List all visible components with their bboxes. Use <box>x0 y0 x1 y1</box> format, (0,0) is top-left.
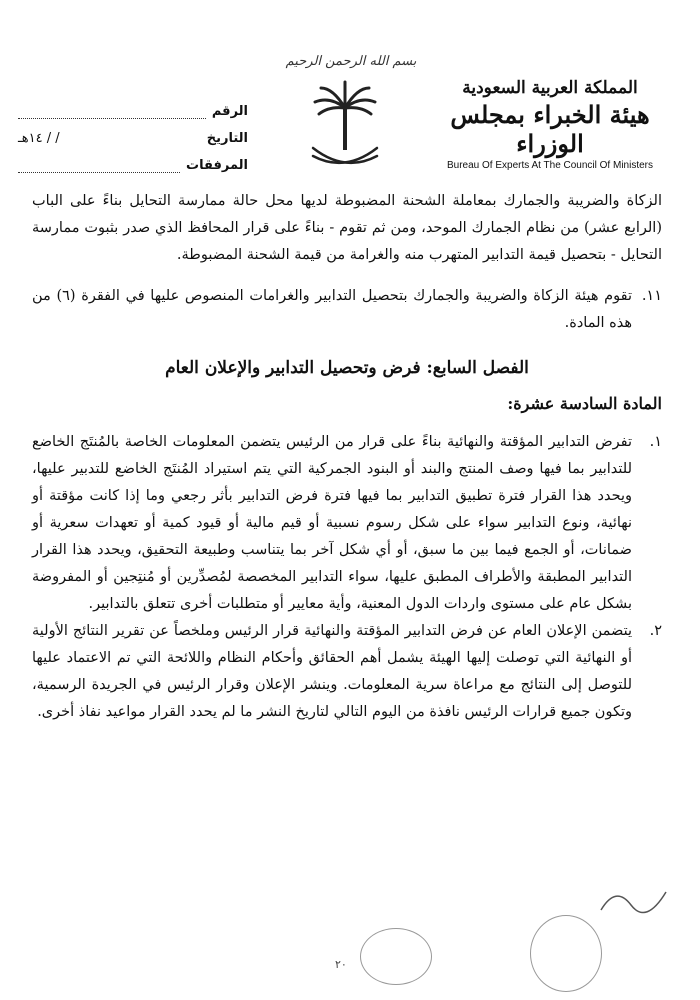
article-title: المادة السادسة عشرة: <box>507 394 662 413</box>
date-value: / / ١٤هـ <box>18 131 60 146</box>
official-seal-icon <box>530 915 602 992</box>
clause-11-text: تقوم هيئة الزكاة والضريبة والجمارك بتحصيل التدابير والغرامات المنصوص عليها في الفقرة (٦) من هذه المادة. <box>32 288 632 331</box>
kingdom-name: المملكة العربية السعودية <box>462 78 638 98</box>
clause-11-number: ١١. <box>641 288 662 304</box>
clause-2 <box>32 618 662 726</box>
clause-1 <box>32 429 662 618</box>
basmala: بسم الله الرحمن الرحيم <box>285 54 417 69</box>
number-line <box>18 104 206 119</box>
signature-icon <box>596 880 676 920</box>
continued-paragraph: الزكاة والضريبة والجمارك بمعاملة الشحنة المضبوطة لديها محل حالة ممارسة التحايل بناءً على الباب (الرابع عشر) من نظام الجمارك الموحد، ومن ثم تقوم - بناءً على قرار المحافظ الذي صدر بثبوت ممارسة التحايل - بتحصيل قيمة التدابير المتهرب منه والغرامة من قيمة الشحنة المضبوطة. <box>32 193 662 263</box>
attachments-row <box>18 146 248 173</box>
saudi-emblem-icon <box>305 78 385 178</box>
official-stamp-icon <box>360 928 432 985</box>
date-label: التاريخ <box>206 131 248 146</box>
bureau-name-arabic: هيئة الخبراء بمجلس الوزراء <box>450 100 650 158</box>
attachments-line <box>18 158 180 173</box>
attachments-label: المرفقات <box>186 158 248 173</box>
ministry-heading <box>440 78 660 171</box>
page-number: ٢٠ <box>335 958 347 971</box>
date-line <box>66 132 201 146</box>
chapter-title: الفصل السابع: فرض وتحصيل التدابير والإعلان العام <box>165 358 529 378</box>
clause-1-number: ١. <box>649 434 662 450</box>
clause-11 <box>32 283 662 337</box>
number-label: الرقم <box>211 104 248 119</box>
clause-2-number: ٢. <box>649 623 662 639</box>
bureau-name-english: Bureau Of Experts At The Council Of Ministers <box>446 160 653 171</box>
clause-2-text: يتضمن الإعلان العام عن فرض التدابير المؤقتة والنهائية قرار الرئيس وملخصاً عن تقرير النتائج الأولية أو النهائية التي توصلت إليها الهيئة يشمل أهم الحقائق وأحكام النظام واللائحة التي تم الاعتماد عليها للتوصل إلى النتائج مع مراعاة سرية المعلومات. وينشر الإعلان وقرار الرئيس في الجريدة الرسمية، وتكون جميع قرارات الرئيس نافذة من اليوم التالي لتاريخ النشر ما لم يحدد القرار مواعيد نفاذ أخرى. <box>32 623 632 720</box>
document-body <box>32 188 662 726</box>
clause-1-text: تفرض التدابير المؤقتة والنهائية بناءً على قرار من الرئيس يتضمن المعلومات الخاصة بالمُنتَج الخاضع للتدابير بما فيها وصف المنتج والبند أو البنود الجمركية التي يتم استيراد المُنتَج الخاضع للتدبير عليها، ويحدد هذا القرار فترة تطبيق التدابير بما فيها فترة فرض التدابير بأثر رجعي وما إذا كانت مؤقتة أو نهائية، ونوع التدابير سواء على شكل رسوم نسبية أو قيم مالية أو قيود كمية أو تعهدات سعرية أو ضمانات، أو الجمع فيما بين ما سبق، أو أي شكل آخر بما يتناسب وطبيعة التحقيق، ويحدد هذا القرار التدابير المطبقة والأطراف المطبق عليها، سواء التدابير المخصصة لمُصدِّرين أو مُنتِجين أو المفروضة بشكل عام على مستوى واردات الدول المعنية، وأية معايير أو متطلبات أخرى تتعلق بالتدابير. <box>32 434 632 612</box>
reference-number-row <box>18 92 248 119</box>
date-row <box>18 119 248 146</box>
reference-block <box>18 92 248 173</box>
